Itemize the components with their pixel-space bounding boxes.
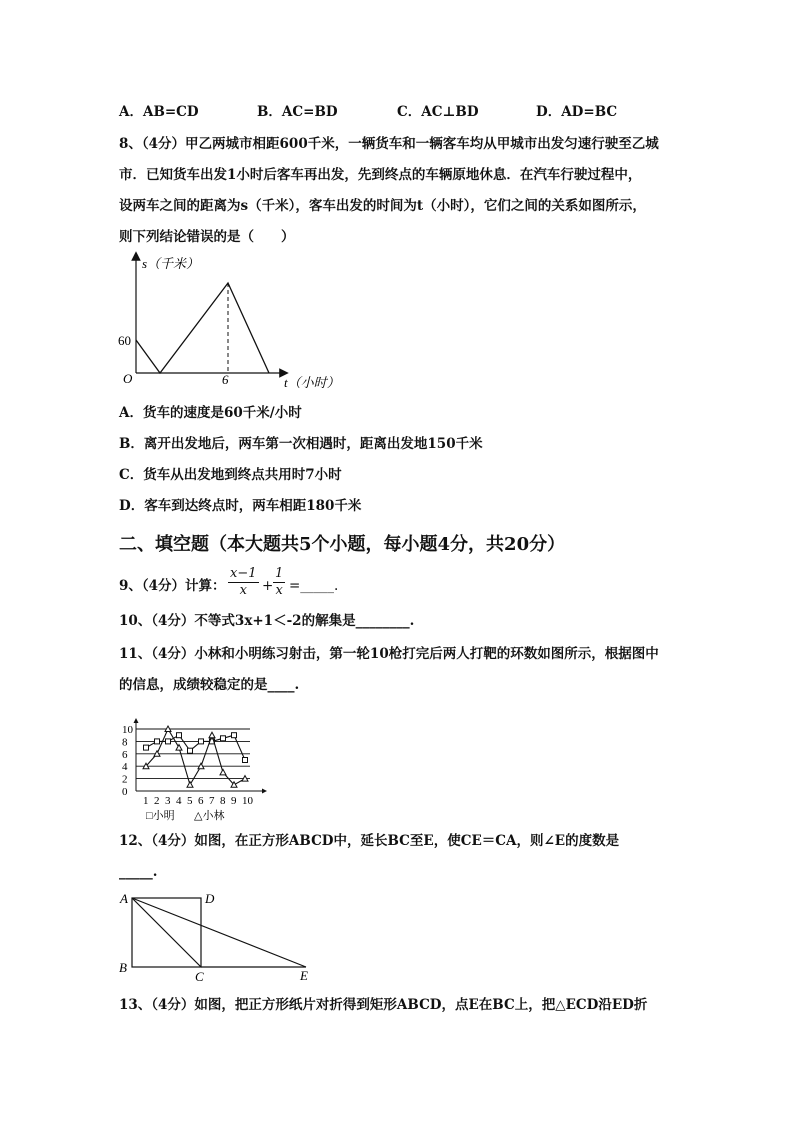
q8-y-tick-60: 60 <box>118 333 131 348</box>
q11-line-2: 的信息，成绩较稳定的是____. <box>119 677 300 693</box>
q8-origin-label: O <box>123 371 133 386</box>
q8-y-label: s（千米） <box>142 256 200 271</box>
x-tick-label-7: 7 <box>209 795 215 807</box>
series-line-xiaolin <box>146 729 245 785</box>
q7-option-d: D．AD=BC <box>536 104 618 120</box>
q12-label-e: E <box>300 968 308 983</box>
q9-fraction-1 <box>228 566 259 599</box>
q8-option-b: B．离开出发地后，两车第一次相遇时，距离出发地150千米 <box>119 436 483 452</box>
q7-option-c: C．AC⊥BD <box>397 104 479 120</box>
y-tick-label-10: 10 <box>122 724 133 736</box>
point-xiaoming-5 <box>188 748 193 753</box>
q12-label-d: D <box>205 891 215 906</box>
point-xiaolin-7 <box>209 732 215 738</box>
y-tick-label-8: 8 <box>122 736 128 749</box>
point-xiaolin-4 <box>176 745 182 751</box>
q11-shooting-scores-chart <box>112 718 282 826</box>
q8-option-d: D．客车到达终点时，两车相距180千米 <box>119 498 362 514</box>
x-tick-label-1: 1 <box>143 795 149 807</box>
x-tick-label-2: 2 <box>154 795 160 807</box>
point-xiaoming-6 <box>199 739 204 744</box>
point-xiaoming-9 <box>232 733 237 738</box>
q12-line-ac <box>132 898 201 967</box>
q8-line-3: 设两车之间的距离为s（千米），客车出发的时间为t（小时），它们之间的关系如图所示， <box>119 198 646 214</box>
point-xiaoming-10 <box>243 758 248 763</box>
q11-line-1: 11、（4分）小林和小明练习射击，第一轮10枪打完后两人打靶的环数如图所示，根据图中 <box>119 646 659 662</box>
x-tick-label-5: 5 <box>187 795 193 807</box>
q8-option-a: A．货车的速度是60千米/小时 <box>119 405 302 421</box>
y-tick-label-6: 6 <box>122 748 128 761</box>
q9-plus-sign: + <box>262 578 274 594</box>
q8-line-4: 则下列结论错误的是（ ） <box>119 229 295 245</box>
y-tick-label-0: 0 <box>122 786 128 798</box>
q7-option-a: A．AB=CD <box>119 104 199 120</box>
x-tick-label-10: 10 <box>242 795 253 807</box>
q9-fraction-2-numerator: 1 <box>275 566 284 581</box>
x-axis-arrow <box>262 789 267 794</box>
q8-line-1: 8、（4分）甲乙两城市相距600千米，一辆货车和一辆客车均从甲城市出发匀速行驶至乙城 <box>119 136 659 152</box>
point-xiaoming-1 <box>144 745 149 750</box>
q13-line-1: 13、（4分）如图，把正方形纸片对折得到矩形ABCD，点E在BC上，把△ECD沿ED折 <box>119 997 648 1013</box>
q9-fraction-1-denominator: x <box>239 583 247 598</box>
q8-x-tick-6: 6 <box>222 372 229 387</box>
point-xiaoming-4 <box>177 733 182 738</box>
q9-prefix: 9、（4分）计算： <box>119 578 226 594</box>
q12-line-ae <box>132 898 306 967</box>
point-xiaolin-8 <box>220 769 226 775</box>
y-axis-arrow <box>134 718 139 723</box>
q12-line-2: _____. <box>119 864 158 880</box>
q12-label-c: C <box>195 969 204 984</box>
q8-line-2: 市．已知货车出发1小时后客车再出发，先到终点的车辆原地休息．在汽车行驶过程中， <box>119 167 642 183</box>
point-xiaoming-3 <box>166 739 171 744</box>
point-xiaoming-8 <box>221 736 226 741</box>
series-line-xiaoming <box>146 735 245 760</box>
x-tick-label-3: 3 <box>165 795 171 807</box>
x-tick-label-6: 6 <box>198 795 204 807</box>
y-tick-label-4: 4 <box>122 761 128 774</box>
q12-label-b: B <box>119 960 127 975</box>
q9-fraction-2 <box>273 566 285 599</box>
q7-option-b: B．AC=BD <box>257 104 338 120</box>
q12-square-figure <box>114 890 320 986</box>
point-xiaoming-2 <box>155 739 160 744</box>
legend-xiaolin: △小林 <box>194 810 225 822</box>
x-tick-label-4: 4 <box>176 795 182 807</box>
x-tick-label-9: 9 <box>231 795 237 807</box>
point-xiaolin-5 <box>187 782 193 788</box>
q12-line-1: 12、（4分）如图，在正方形ABCD中，延长BC至E，使CE＝CA，则∠E的度数是 <box>119 833 620 849</box>
q8-option-c: C．货车从出发地到终点共用时7小时 <box>119 467 342 483</box>
q8-graph-line <box>136 283 269 373</box>
q10-text: 10、（4分）不等式3x+1＜-2的解集是________. <box>119 613 415 629</box>
section-2-title: 二、填空题（本大题共5个小题，每小题4分，共20分） <box>119 534 566 555</box>
legend-xiaoming: □小明 <box>146 810 175 822</box>
q8-x-label: t（小时） <box>284 375 340 390</box>
x-tick-label-8: 8 <box>220 795 226 807</box>
q9-fraction-1-numerator: x−1 <box>230 566 257 581</box>
q8-distance-time-graph <box>112 250 352 398</box>
q12-label-a: A <box>120 891 128 906</box>
q9-fraction-2-denominator: x <box>275 583 283 598</box>
y-tick-label-2: 2 <box>122 773 128 786</box>
q9-suffix: =_____. <box>289 578 339 594</box>
